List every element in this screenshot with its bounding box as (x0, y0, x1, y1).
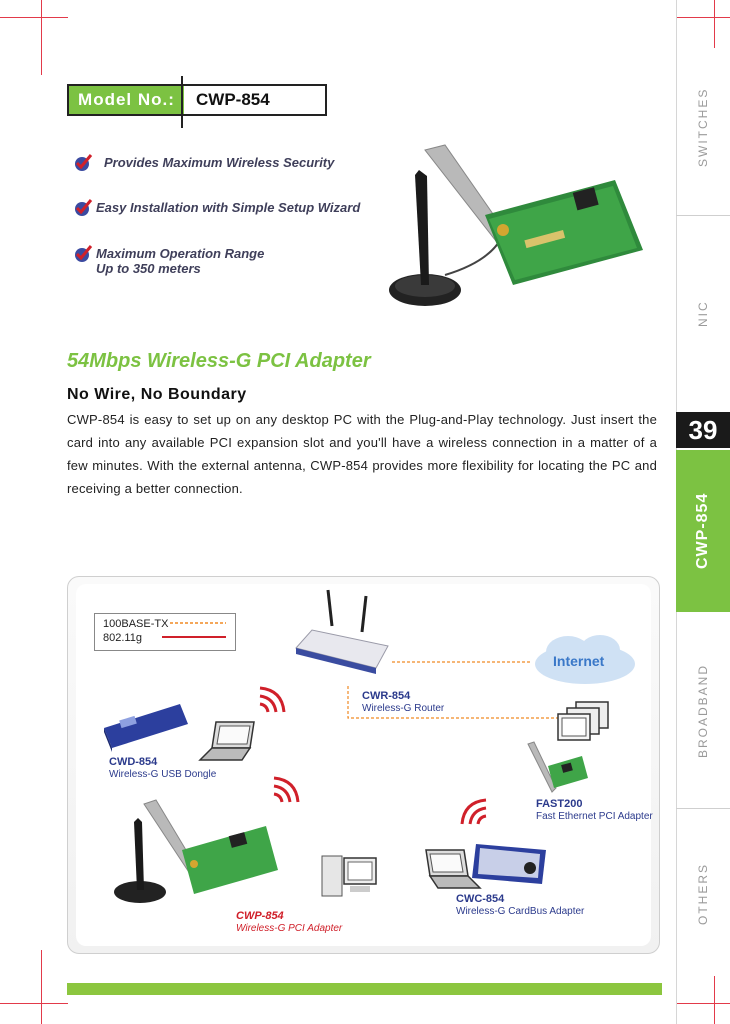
pci-desc: Wireless-G PCI Adapter (236, 923, 343, 934)
fast200-desc: Fast Ethernet PCI Adapter (536, 811, 653, 822)
router-name: CWR-854 (362, 690, 411, 702)
feature-text: Provides Maximum Wireless Security (104, 155, 335, 170)
footer-bar (67, 983, 662, 995)
product-description: CWP-854 is easy to set up on any desktop PC with the Plug-and-Play technology. Just insert the card into any available PCI expansion slot and you'll have a wireless connection in a matter of a few minutes. With the external antenna, CWP-854 provides more flexibility for locating the PC and receiving a better connection. (67, 412, 657, 496)
usb-dongle-icon (100, 700, 192, 752)
cardbus-adapter-icon (470, 838, 552, 890)
wifi-signal-icon (256, 684, 290, 716)
model-label: Model No.: (69, 86, 184, 114)
model-value: CWP-854 (196, 90, 270, 109)
dongle-desc: Wireless-G USB Dongle (109, 769, 217, 780)
internet-label: Internet (553, 653, 605, 669)
fast200-name: FAST200 (536, 798, 583, 810)
router-desc: Wireless-G Router (362, 703, 445, 714)
tab-others[interactable]: OTHERS (696, 863, 710, 926)
pci-name: CWP-854 (236, 910, 284, 922)
cardbus-name: CWC-854 (456, 893, 505, 905)
wifi-signal-icon (456, 796, 490, 828)
tab-broadband[interactable]: BROADBAND (696, 663, 710, 758)
tab-cwp-854[interactable]: CWP-854 (676, 450, 730, 612)
legend-wireless-label: 802.11g (103, 632, 142, 644)
feature-text: Up to 350 meters (96, 261, 201, 276)
legend-wired-label: 100BASE-TX (103, 618, 169, 630)
pci-card-icon (526, 742, 588, 798)
dongle-name: CWD-854 (109, 756, 158, 768)
product-headline: 54Mbps Wireless-G PCI Adapter (67, 350, 371, 372)
tab-nic[interactable]: NIC (696, 300, 710, 328)
page-number: 39 (676, 412, 730, 448)
laptop-icon (198, 718, 260, 764)
pci-card-icon (110, 800, 278, 910)
feature-text: Easy Installation with Simple Setup Wizard (96, 200, 361, 215)
desktop-icon (556, 700, 612, 744)
feature-text: Maximum Operation Range (96, 246, 265, 261)
section-subheading: No Wire, No Boundary (67, 386, 247, 403)
tab-switches[interactable]: SWITCHES (696, 87, 710, 168)
router-icon (292, 588, 392, 683)
cardbus-desc: Wireless-G CardBus Adapter (456, 906, 585, 917)
desktop-icon (320, 852, 380, 900)
